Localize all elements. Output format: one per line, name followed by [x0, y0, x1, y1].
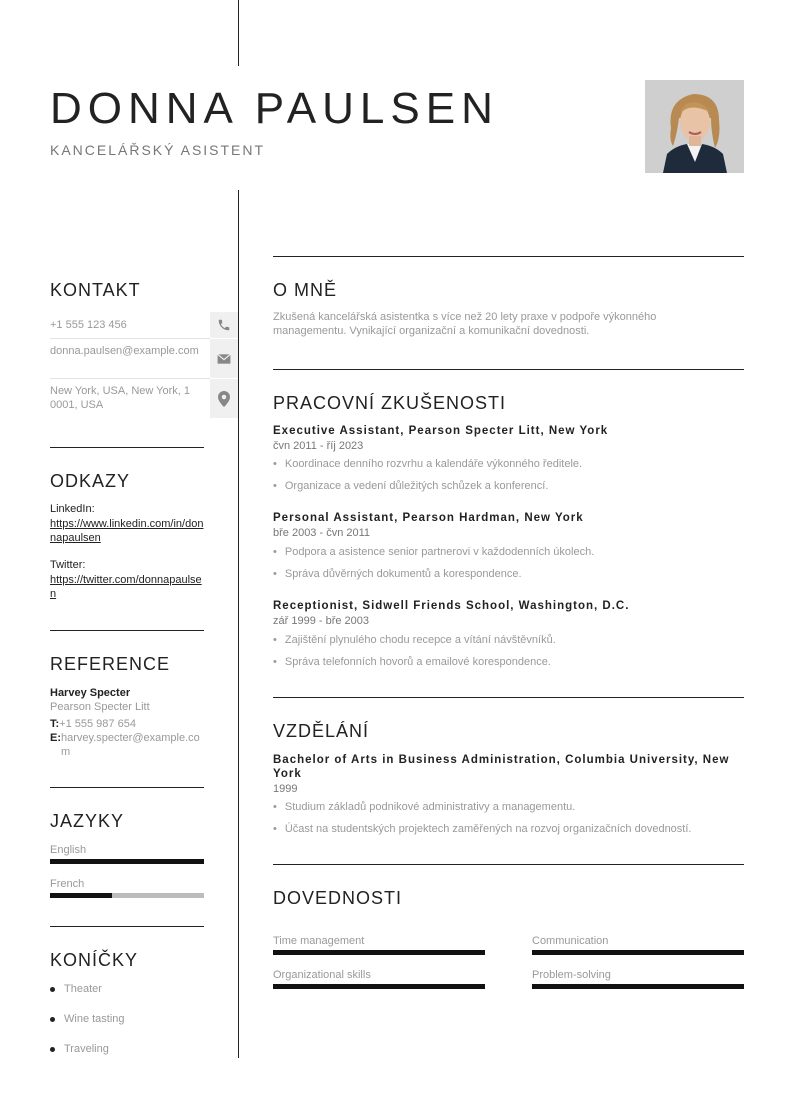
- bullet-dot-icon: [50, 987, 55, 992]
- hobby-item: [50, 983, 102, 995]
- links-section-title: ODKAZY: [50, 471, 131, 491]
- skill-level-fill: [532, 950, 744, 955]
- skill-level-fill: [532, 984, 744, 989]
- contact-address-row: [50, 379, 238, 418]
- phone-icon: [210, 312, 238, 338]
- education-section-title: VZDĚLÁNÍ: [273, 721, 370, 741]
- contact-phone: +1 555 123 456: [50, 319, 127, 331]
- skill-name: Organizational skills: [273, 969, 371, 981]
- job-bullet: • Správa důvěrných dokumentů a korespondence.: [273, 568, 522, 580]
- language-name: French: [50, 878, 85, 890]
- skill-level-fill: [273, 950, 485, 955]
- contact-email: donna.paulsen@example.com: [50, 345, 199, 357]
- language-level-bar: [50, 893, 204, 898]
- reference-email: harvey.specter@example.com: [61, 732, 200, 758]
- right-section-divider: [273, 256, 744, 257]
- reference-company: Pearson Specter Litt: [50, 701, 150, 713]
- job-bullet: • Zajištění plynulého chodu recepce a vítání návštěvníků.: [273, 634, 556, 646]
- right-section-divider: [273, 697, 744, 698]
- skill-name: Problem-solving: [532, 969, 611, 981]
- reference-phone: +1 555 987 654: [59, 718, 136, 730]
- skill-name: Communication: [532, 935, 609, 947]
- job-bullet: • Organizace a vedení důležitých schůzek a konferencí.: [273, 480, 548, 492]
- skill-level-bar: [532, 950, 744, 955]
- language-level-fill: [50, 893, 112, 898]
- envelope-icon: [210, 339, 238, 378]
- candidate-job-title: KANCELÁŘSKÝ ASISTENT: [50, 142, 266, 158]
- reference-email-label: E:: [50, 732, 61, 744]
- map-pin-icon: [210, 379, 238, 418]
- linkedin-label: LinkedIn:: [50, 503, 95, 515]
- contact-section-title: KONTAKT: [50, 280, 141, 300]
- job-bullet: • Podpora a asistence senior partnerovi v každodenních úkolech.: [273, 546, 594, 558]
- contact-address: New York, USA, New York, 10001, USA: [50, 385, 191, 411]
- references-section-title: REFERENCE: [50, 654, 171, 674]
- profile-photo-image: [645, 80, 744, 173]
- left-section-divider: [50, 630, 204, 631]
- contact-email-row: [50, 339, 238, 378]
- hobbies-section-title: KONÍČKY: [50, 950, 139, 970]
- top-divider-line: [238, 0, 239, 66]
- skill-name: Time management: [273, 935, 365, 947]
- skills-section-title: DOVEDNOSTI: [273, 888, 403, 908]
- about-text: Zkušená kancelářská asistentka s více než 20 lety praxe v podpoře výkonného managementu. Vynikající organizační a komunikační dovednosti.: [273, 311, 657, 337]
- column-divider-line: [238, 190, 239, 1058]
- right-section-divider: [273, 369, 744, 370]
- job-title: Receptionist, Sidwell Friends School, Washington, D.C.: [273, 600, 630, 612]
- job-bullet: • Koordinace denního rozvrhu a kalendáře výkonného ředitele.: [273, 458, 582, 470]
- left-section-divider: [50, 447, 204, 448]
- language-level-bar: [50, 859, 204, 864]
- profile-photo: [645, 80, 744, 173]
- reference-phone-label: T:: [50, 718, 60, 730]
- job-title: Executive Assistant, Pearson Specter Litt, New York: [273, 425, 609, 437]
- left-section-divider: [50, 787, 204, 788]
- bullet-dot-icon: [50, 1047, 55, 1052]
- languages-section-title: JAZYKY: [50, 811, 125, 831]
- hobby-label: Wine tasting: [64, 1013, 125, 1025]
- job-dates: zář 1999 - bře 2003: [273, 615, 370, 627]
- about-section-title: O MNĚ: [273, 280, 338, 300]
- skill-level-bar: [273, 950, 485, 955]
- twitter-label: Twitter:: [50, 559, 86, 571]
- education-bullet: • Studium základů podnikové administrativy a managementu.: [273, 801, 575, 813]
- hobby-item: [50, 1043, 109, 1055]
- experience-section-title: PRACOVNÍ ZKUŠENOSTI: [273, 393, 507, 413]
- candidate-name: DONNA PAULSEN: [50, 84, 499, 133]
- job-title: Personal Assistant, Pearson Hardman, New York: [273, 512, 584, 524]
- left-section-divider: [50, 926, 204, 927]
- bullet-dot-icon: [50, 1017, 55, 1022]
- linkedin-link[interactable]: https://www.linkedin.com/in/donnapaulsen: [50, 518, 204, 544]
- skill-level-bar: [532, 984, 744, 989]
- skill-level-fill: [273, 984, 485, 989]
- twitter-link[interactable]: https://twitter.com/donnapaulsen: [50, 574, 202, 600]
- language-level-fill: [50, 859, 204, 864]
- hobby-label: Theater: [64, 983, 102, 995]
- job-dates: čvn 2011 - říj 2023: [273, 440, 364, 452]
- language-name: English: [50, 844, 87, 856]
- job-bullet: • Správa telefonních hovorů a emailové korespondence.: [273, 656, 551, 668]
- hobby-label: Traveling: [64, 1043, 109, 1055]
- education-degree: Bachelor of Arts in Business Administration, Columbia University, New York: [273, 754, 730, 780]
- job-dates: bře 2003 - čvn 2011: [273, 527, 371, 539]
- reference-phone-row: [50, 717, 210, 731]
- hobby-item: [50, 1013, 125, 1025]
- contact-phone-row: [50, 312, 238, 338]
- right-section-divider: [273, 864, 744, 865]
- reference-name: Harvey Specter: [50, 687, 131, 699]
- education-year: 1999: [273, 783, 298, 795]
- reference-email-row: [50, 731, 210, 759]
- skill-level-bar: [273, 984, 485, 989]
- education-bullet: • Účast na studentských projektech zaměřených na rozvoj organizačních dovedností.: [273, 823, 691, 835]
